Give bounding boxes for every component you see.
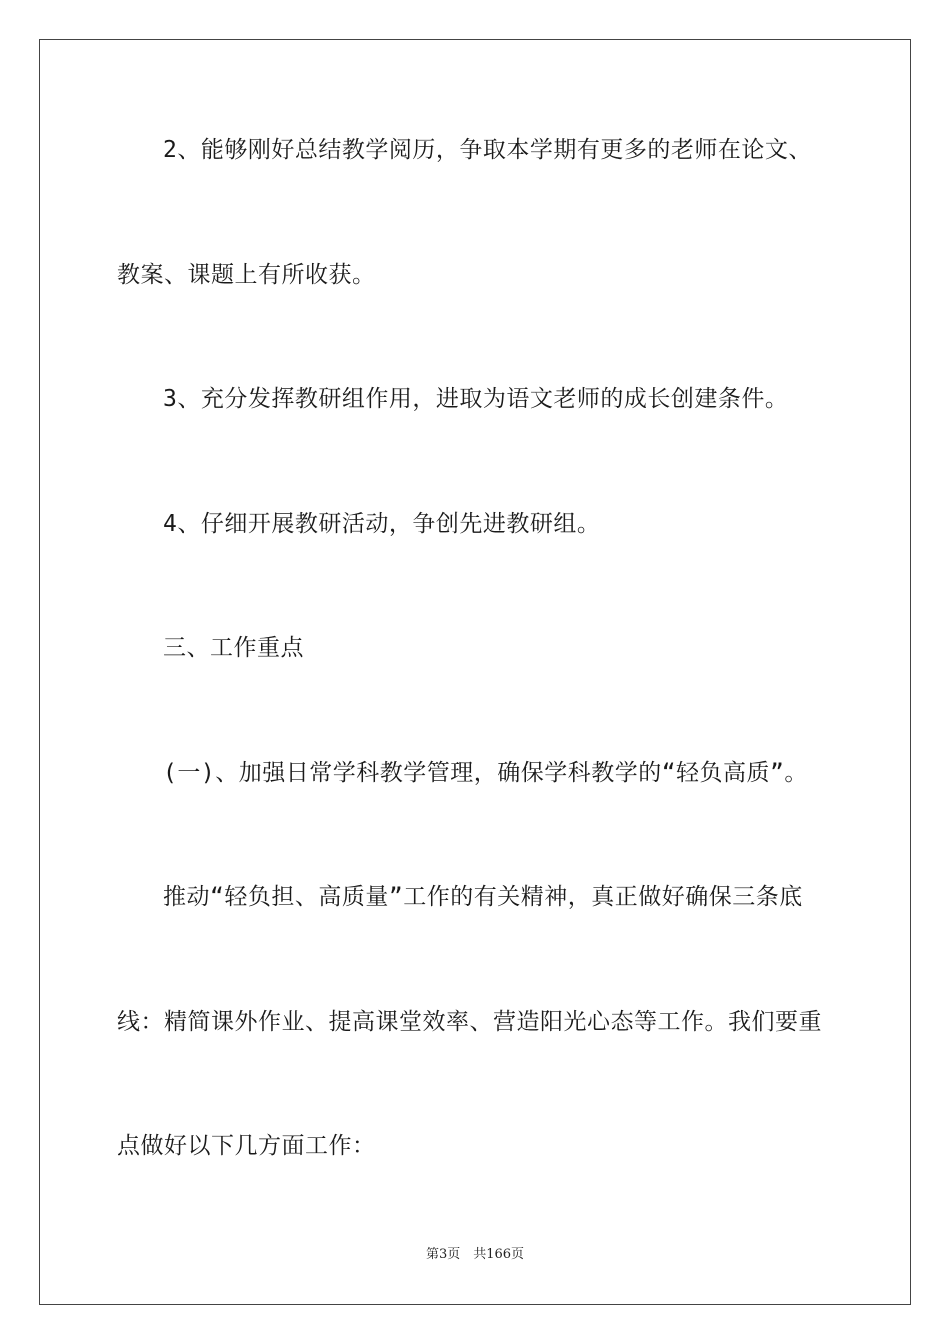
section-heading: 三、工作重点	[163, 635, 304, 661]
paragraph-line: 3、充分发挥教研组作用，进取为语文老师的成长创建条件。	[163, 386, 789, 412]
paragraph-line: 推动“轻负担、高质量”工作的有关精神，真正做好确保三条底	[163, 884, 803, 910]
page-number-footer: 第3页 共166页	[425, 1247, 525, 1262]
paragraph-line: 教案、课题上有所收获。	[117, 262, 376, 288]
subsection-heading: (一)、加强日常学科教学管理，确保学科教学的“轻负高质”。	[163, 760, 808, 786]
paragraph-line: 点做好以下几方面工作：	[117, 1133, 376, 1159]
paragraph-line: 线：精简课外作业、提高课堂效率、营造阳光心态等工作。我们要重	[117, 1009, 822, 1035]
paragraph-line: 2、能够刚好总结教学阅历，争取本学期有更多的老师在论文、	[163, 137, 812, 163]
page-border	[39, 39, 911, 1305]
paragraph-line: 4、仔细开展教研活动，争创先进教研组。	[163, 511, 601, 537]
